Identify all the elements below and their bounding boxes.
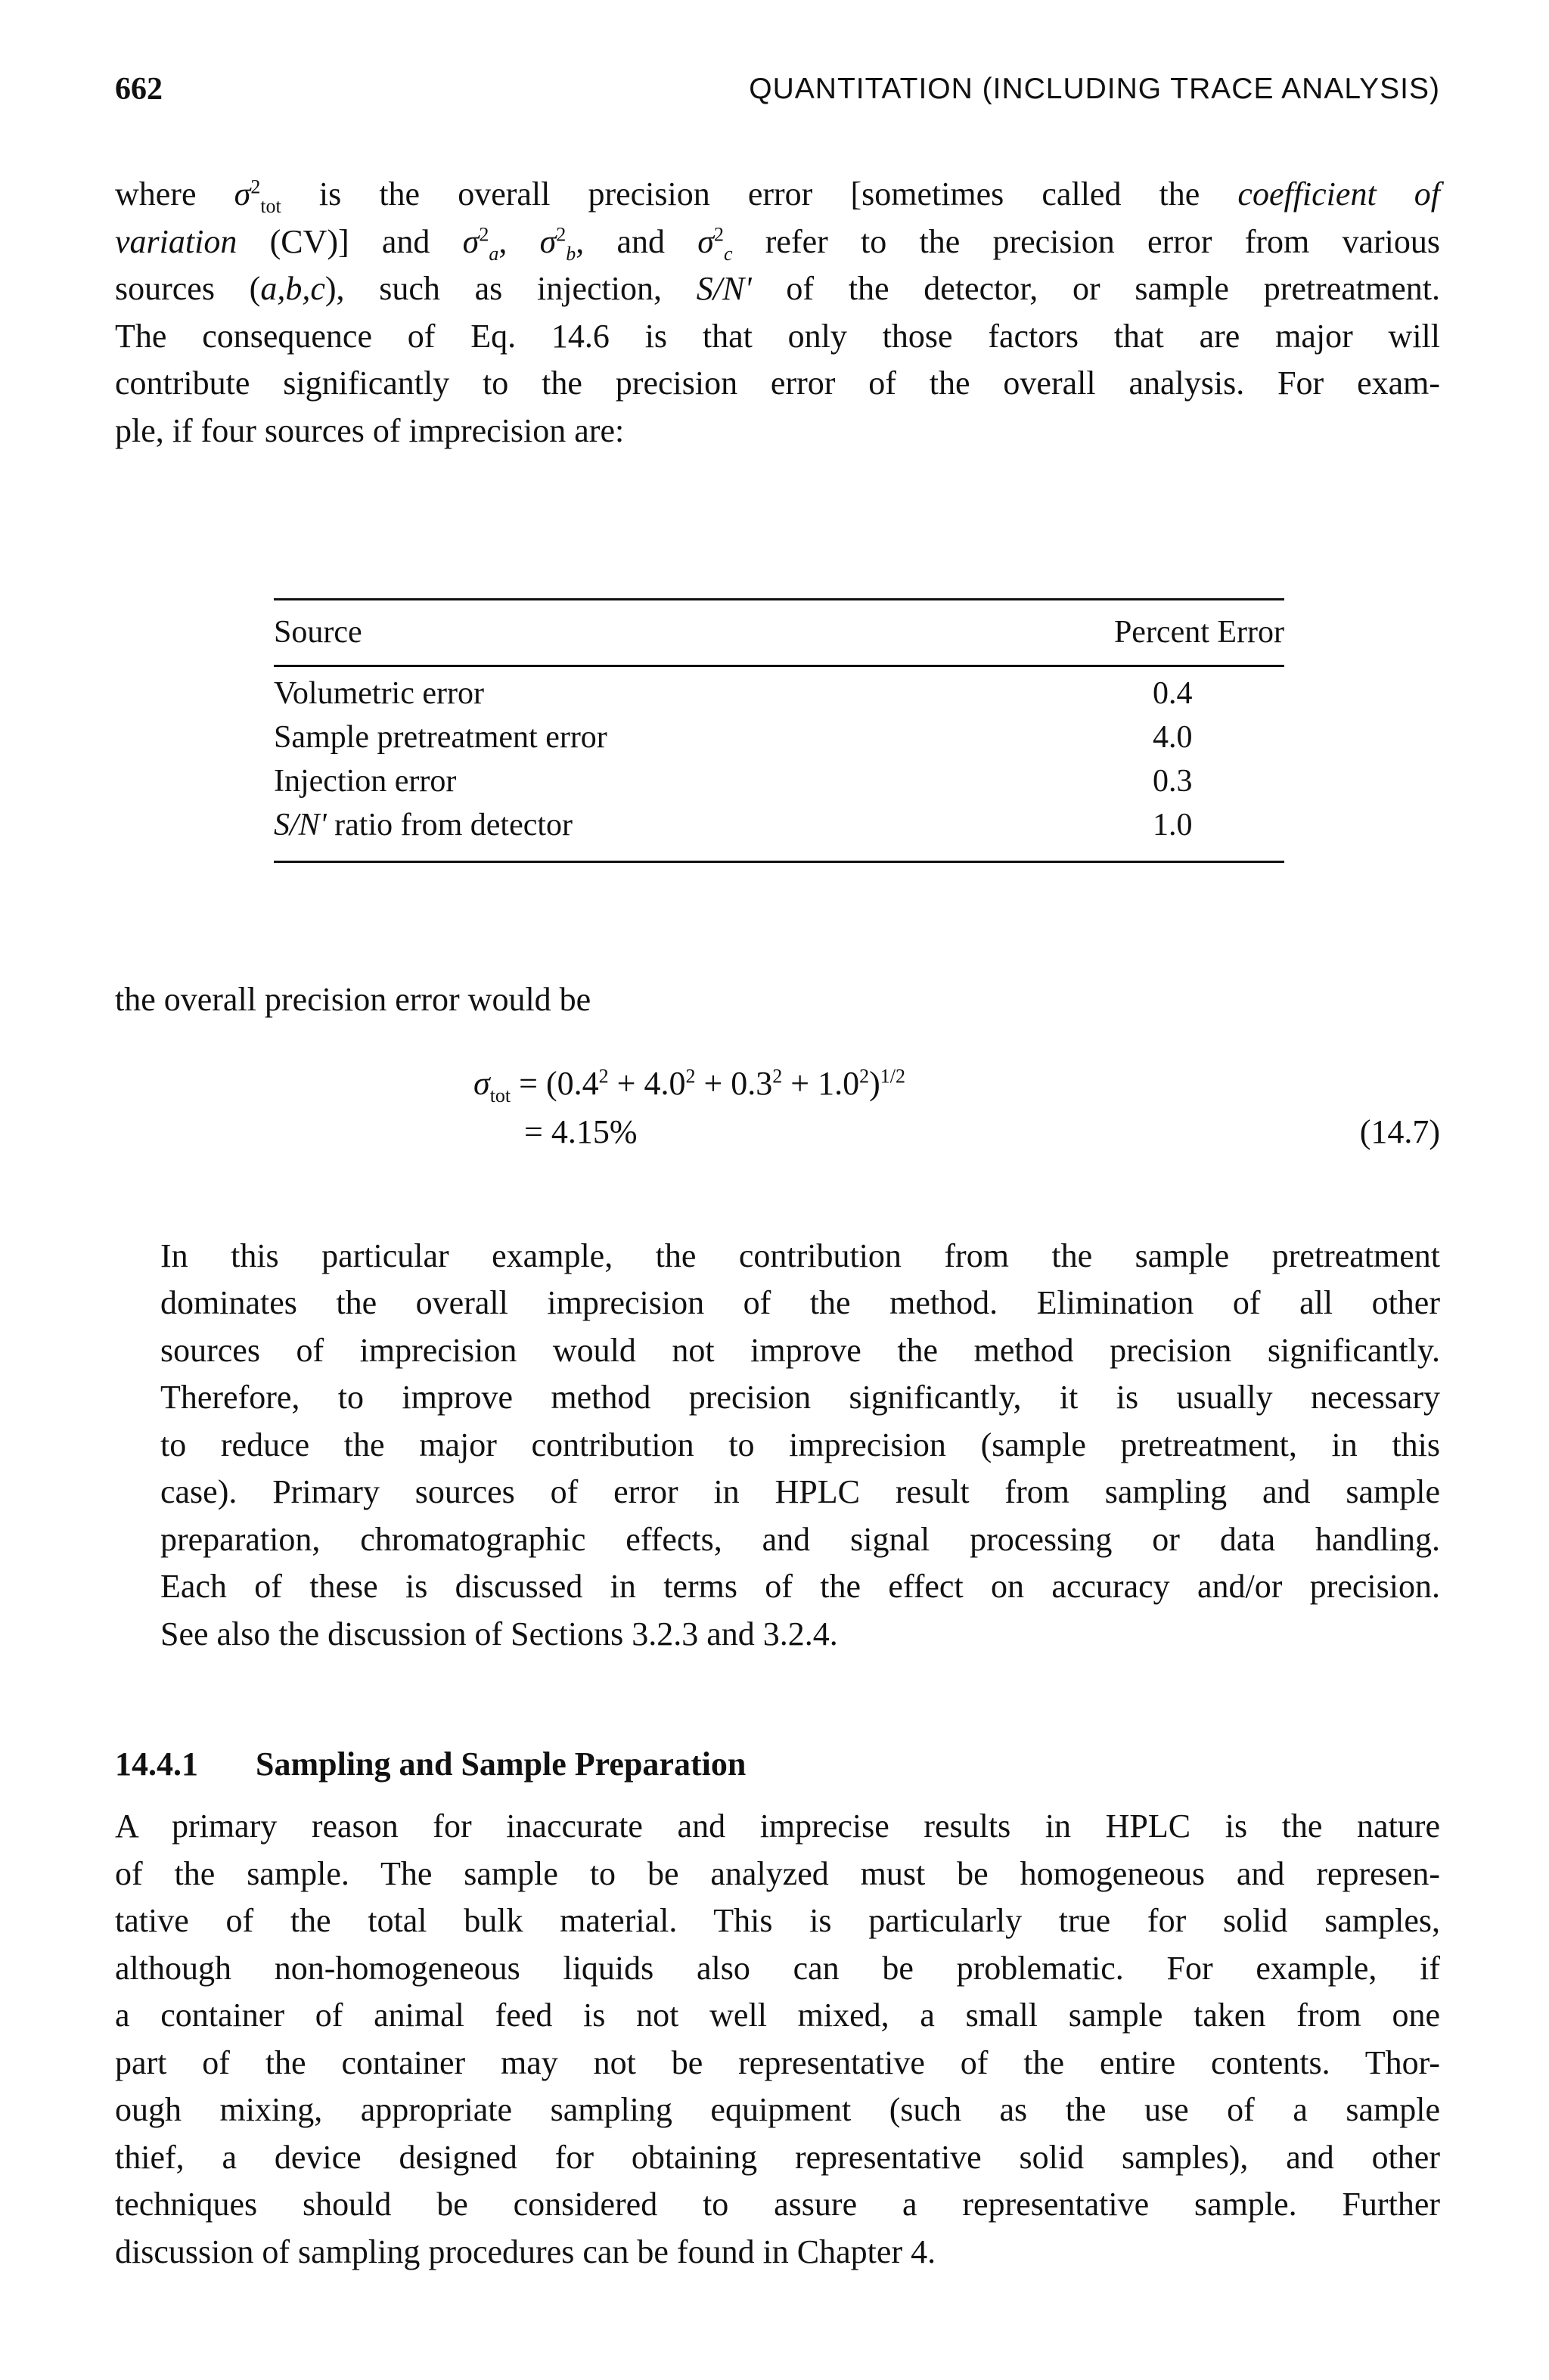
section-heading xyxy=(115,1741,1440,1788)
section-number: 14.4.1 xyxy=(115,1745,198,1783)
paragraph-line: case). Primary sources of error in HPLC result from sampling and sample xyxy=(160,1473,1440,1510)
paragraph-line: contribute significantly to the precision error of the overall analysis. For exam- xyxy=(115,365,1440,402)
paragraph-line: Each of these is discussed in terms of the effect on accuracy and/or precision. xyxy=(160,1568,1440,1605)
paragraph-line: variation (CV)] and $\sigma^2_a$, $\sigma^2_b$, and $\sigma^2_c$ refer to the precision error from various xyxy=(115,222,1440,265)
source-cell: Volumetric error xyxy=(274,676,484,711)
sigma-a-symbol: σ xyxy=(462,222,480,260)
paragraph-line: where $\sigma^2_{tot}$ is the overall precision error [sometimes called the coefficient of xyxy=(115,175,1440,217)
book-page xyxy=(115,67,1440,2276)
paragraph-precision-definition xyxy=(115,171,1440,455)
sigma-c-symbol: σ xyxy=(697,222,714,260)
percent-error-cell: 0.3 xyxy=(1153,764,1193,799)
table-row xyxy=(274,715,1284,759)
paragraph-line: A primary reason for inaccurate and imprecise results in HPLC is the nature xyxy=(115,1807,1440,1845)
equation-line-2: = 4.15% xyxy=(524,1112,638,1150)
running-head-title: QUANTITATION (INCLUDING TRACE ANALYSIS) xyxy=(749,73,1440,105)
page-number: 662 xyxy=(115,72,163,107)
paragraph-line: The consequence of Eq. 14.6 is that only those factors that are major will xyxy=(115,317,1440,355)
paragraph-line: discussion of sampling procedures can be found in Chapter 4. xyxy=(115,2233,936,2270)
column-header-source: Source xyxy=(274,615,362,650)
paragraph-line: preparation, chromatographic effects, and signal processing or data handling. xyxy=(160,1520,1440,1558)
paragraph-line: thief, a device designed for obtaining representative solid samples), and other xyxy=(115,2138,1440,2176)
percent-error-cell: 1.0 xyxy=(1153,808,1193,842)
sigma-tot-symbol: σ xyxy=(234,175,251,213)
equation-number: (14.7) xyxy=(1359,1112,1440,1150)
source-cell: S/N' ratio from detector xyxy=(274,808,573,842)
source-cell: Injection error xyxy=(274,764,457,799)
section-title: Sampling and Sample Preparation xyxy=(256,1745,747,1783)
table-body xyxy=(274,667,1284,861)
paragraph-line: to reduce the major contribution to imprecision (sample pretreatment, in this xyxy=(160,1426,1440,1463)
table-bottom-rule xyxy=(274,861,1284,863)
equation-line-1: $\sigma_{tot} = (0.4^2 + 4.0^2 + 0.3^2 + 1.0^2)^{1/2}$ xyxy=(473,1064,905,1106)
paragraph-line: sources of imprecision would not improve the method precision significantly. xyxy=(160,1331,1440,1369)
paragraph-sampling xyxy=(115,1803,1440,2276)
paragraph-line: sources (a,b,c), such as injection, S/N' of the detector, or sample pretreatment. xyxy=(115,270,1441,307)
paragraph-line: Therefore, to improve method precision significantly, it is usually necessary xyxy=(160,1379,1440,1416)
paragraph-line: tative of the total bulk material. This is particularly true for solid samples, xyxy=(115,1902,1440,1939)
percent-error-cell: 0.4 xyxy=(1153,676,1193,711)
paragraph-line: See also the discussion of Sections 3.2.3 and 3.2.4. xyxy=(160,1615,838,1652)
running-head xyxy=(115,67,1440,112)
paragraph-line: dominates the overall imprecision of the method. Elimination of all other xyxy=(160,1284,1440,1321)
paragraph-line: a container of animal feed is not well mixed, a small sample taken from one xyxy=(115,1997,1440,2034)
table-row xyxy=(274,672,1284,715)
paragraph-line: part of the container may not be representative of the entire contents. Thor- xyxy=(115,2043,1440,2081)
paragraph-line: although non-homogeneous liquids also can be problematic. For example, if xyxy=(115,1949,1440,1987)
table-header-row xyxy=(274,600,1284,665)
sigma-b-symbol: σ xyxy=(539,222,557,260)
paragraph-line: ple, if four sources of imprecision are: xyxy=(115,411,625,449)
percent-error-cell: 4.0 xyxy=(1153,720,1193,755)
equation-14-7 xyxy=(115,1060,1440,1166)
error-sources-table xyxy=(274,598,1284,863)
sigma-tot-symbol: σ xyxy=(473,1064,490,1102)
table-row xyxy=(274,759,1284,803)
paragraph-line: In this particular example, the contribution from the sample pretreatment xyxy=(160,1237,1440,1274)
paragraph-overall-error-intro: the overall precision error would be xyxy=(115,981,591,1018)
paragraph-line: ough mixing, appropriate sampling equipment (such as the use of a sample xyxy=(115,2091,1440,2128)
source-cell: Sample pretreatment error xyxy=(274,720,607,755)
column-header-percent-error: Percent Error xyxy=(1113,615,1284,650)
paragraph-line: techniques should be considered to assure a representative sample. Further xyxy=(115,2186,1440,2223)
paragraph-sample-pretreatment xyxy=(115,1233,1440,1659)
table-row xyxy=(274,803,1284,847)
paragraph-line: of the sample. The sample to be analyzed must be homogeneous and represen- xyxy=(115,1854,1440,1892)
